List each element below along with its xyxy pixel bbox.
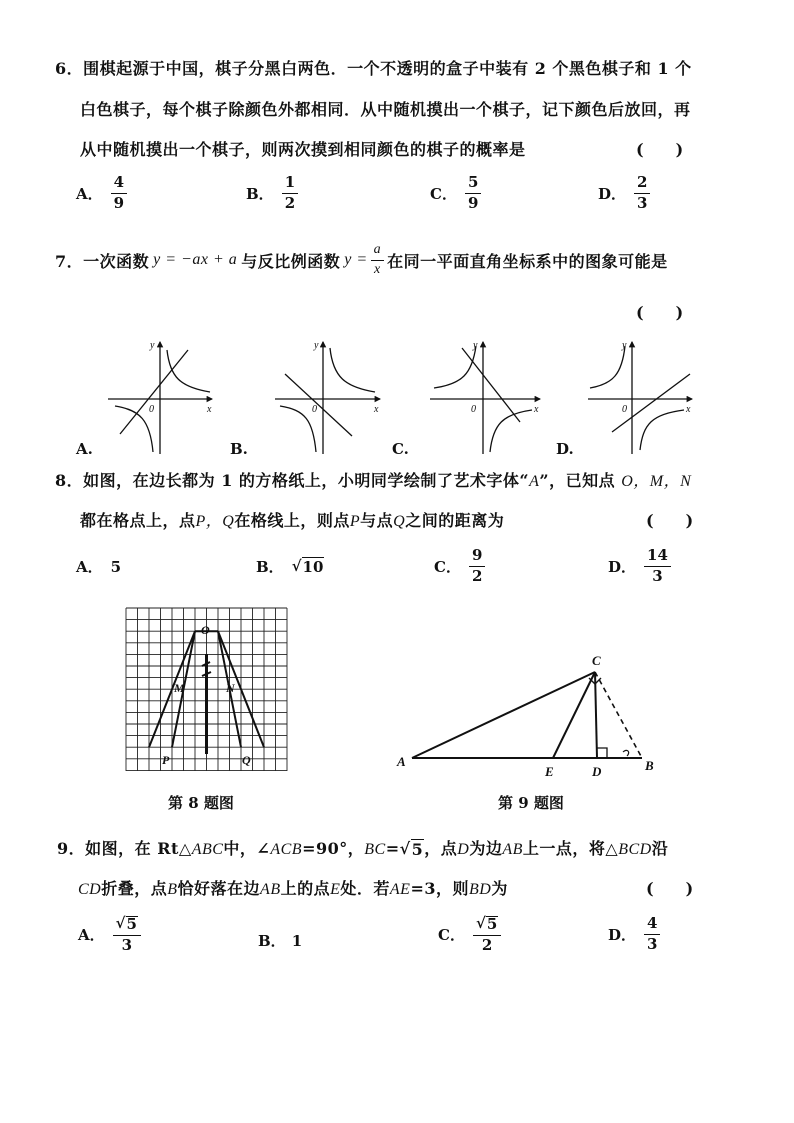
axis-y-label: y	[473, 340, 478, 351]
option-letter: D．	[608, 557, 637, 576]
q6-answer-paren: ( )	[636, 140, 684, 159]
fraction	[111, 175, 127, 212]
origin-label: 0	[622, 404, 627, 415]
graph-c[interactable]	[430, 342, 540, 454]
graph-b[interactable]	[275, 342, 380, 454]
denominator: 2	[471, 566, 483, 585]
text: B	[167, 881, 178, 898]
axis-x-label: x	[207, 404, 212, 415]
graph-a[interactable]	[108, 342, 212, 454]
option-letter: A．	[76, 558, 103, 576]
q7-mid: 与反比例函数	[241, 251, 341, 271]
text: P	[349, 513, 361, 530]
text: =90°，	[302, 839, 365, 858]
q8-option-d[interactable]	[608, 548, 671, 585]
text: 恰好落在边	[177, 879, 261, 898]
text: AB	[260, 881, 281, 898]
q9-line-1	[57, 836, 668, 859]
text: ACB	[270, 841, 303, 858]
text: 都在格点上，点	[80, 511, 196, 530]
point-q-label: Q	[242, 753, 251, 767]
denominator: 2	[284, 193, 296, 212]
option-letter: C．	[434, 557, 461, 576]
radicand: 5	[126, 915, 137, 933]
text: 处．若	[340, 879, 390, 898]
text: ”，已知点	[539, 471, 616, 490]
origin-label: 0	[312, 404, 317, 415]
option-letter: A．	[76, 184, 103, 203]
option-letter: B．	[258, 932, 286, 950]
option-letter: B．	[246, 184, 274, 203]
q8-line-2	[80, 508, 504, 531]
option-letter: A．	[78, 926, 105, 945]
point-n-label: N	[226, 681, 235, 695]
text: ABC	[191, 841, 224, 858]
q9-figure	[395, 650, 675, 780]
text: BCD	[618, 841, 652, 858]
point-a-label: A	[397, 754, 406, 769]
denominator: 3	[652, 566, 663, 585]
q8-figure-caption: 第 8 题图	[168, 794, 234, 812]
text: 在格线上，则点	[234, 511, 350, 530]
fraction	[644, 548, 671, 585]
q7-prefix: 7．一次函数	[55, 251, 150, 271]
axis-x-label: x	[534, 404, 539, 415]
q8-answer-paren: ( )	[646, 511, 694, 530]
numerator: 14	[644, 548, 671, 567]
graph-label-d: D.	[556, 440, 574, 458]
graph-label-a: A.	[76, 440, 93, 458]
text: A	[529, 473, 540, 490]
denominator: 2	[481, 935, 493, 954]
text: 9．如图，在 Rt△	[57, 839, 192, 858]
text: E	[330, 881, 341, 898]
numerator: 4	[111, 175, 127, 194]
q7-reciprocal-lhs: y =	[344, 251, 368, 269]
axis-y-label: y	[314, 340, 319, 351]
q7-linear-function: y = −ax + a	[153, 251, 238, 269]
q6-option-b[interactable]	[246, 175, 298, 212]
fraction	[113, 916, 141, 954]
q8-figure	[122, 604, 302, 779]
axis-y-label: y	[622, 340, 627, 351]
numerator: 4	[644, 916, 660, 935]
q6-option-d[interactable]	[598, 175, 650, 212]
option-letter: C．	[438, 926, 465, 945]
text: 为边	[469, 839, 503, 858]
option-letter: D．	[608, 925, 637, 944]
point-m-label: M	[174, 681, 185, 695]
q9-figure-caption: 第 9 题图	[498, 794, 564, 812]
fraction	[282, 175, 298, 212]
denominator: x	[374, 261, 381, 277]
numerator	[113, 916, 141, 936]
denominator: 3	[647, 934, 658, 953]
origin-label: 0	[149, 404, 154, 415]
q9-answer-paren: ( )	[646, 879, 694, 898]
fraction	[644, 916, 660, 953]
point-b-label: B	[645, 758, 654, 773]
axis-x-label: x	[686, 404, 691, 415]
text: 之间的距离为	[405, 511, 505, 530]
fraction	[473, 916, 501, 954]
numerator: 5	[465, 175, 481, 194]
q8-option-a[interactable]	[76, 556, 121, 577]
axis-y-label: y	[150, 340, 155, 351]
point-c-label: C	[592, 653, 601, 668]
text: 8．如图，在边长都为 1 的方格纸上，小明同学绘制了艺术字体“	[55, 471, 530, 490]
q6-option-a[interactable]	[76, 175, 127, 212]
fraction	[634, 175, 650, 212]
square-root: √ 5	[115, 914, 137, 933]
q6-option-c[interactable]	[430, 175, 481, 212]
text: BC	[364, 841, 386, 858]
square-root: √ 10	[291, 557, 324, 576]
text: CD	[78, 881, 102, 898]
q8-line-1	[55, 468, 691, 491]
q6-line-2: 白色棋子，每个棋子除颜色外都相同．从中随机摸出一个棋子，记下颜色后放回，再	[80, 100, 691, 119]
text: ，点	[424, 839, 458, 858]
graph-label-b: B.	[230, 440, 248, 458]
point-o-label: O	[201, 623, 210, 637]
point-e-label: E	[545, 764, 554, 779]
q9-option-a[interactable]	[78, 916, 141, 954]
text: AB	[502, 841, 523, 858]
text: O，M，N	[621, 473, 692, 490]
q9-option-d[interactable]	[608, 916, 660, 953]
radicand: 5	[486, 915, 498, 933]
text: 上的点	[280, 879, 331, 898]
origin-label: 0	[471, 404, 476, 415]
denominator: 3	[637, 193, 648, 212]
text: =	[385, 839, 400, 858]
option-value: 1	[291, 931, 303, 950]
fraction	[465, 175, 481, 212]
q6-line-3: 从中随机摸出一个棋子，则两次摸到相同颜色的棋子的概率是	[80, 140, 526, 159]
q8-option-c[interactable]	[434, 548, 485, 585]
text: =3，则	[410, 879, 469, 898]
q7-answer-paren: ( )	[636, 303, 684, 322]
text: 沿	[651, 839, 669, 858]
text: 中，∠	[223, 839, 271, 858]
q6-line-1: 6．围棋起源于中国，棋子分黑白两色．一个不透明的盒子中装有 2 个黑色棋子和 1 个	[55, 59, 692, 78]
numerator: a	[371, 243, 385, 261]
square-root: √ 5	[399, 839, 424, 859]
point-p-label: P	[162, 753, 170, 767]
numerator: 9	[469, 548, 485, 567]
radicand: 10	[302, 558, 324, 576]
q7-suffix: 在同一平面直角坐标系中的图象可能是	[387, 251, 668, 271]
q9-option-c[interactable]	[438, 916, 501, 954]
numerator: 2	[634, 175, 650, 194]
text: Q	[393, 513, 406, 530]
denominator: 9	[467, 193, 479, 212]
q8-option-b[interactable]	[256, 556, 324, 577]
point-d-label: D	[592, 764, 602, 779]
text: 为	[491, 879, 508, 898]
text: AE	[389, 881, 411, 898]
graph-d[interactable]	[588, 342, 692, 454]
radicand: 5	[411, 840, 424, 859]
denominator: 3	[121, 935, 132, 954]
numerator: 1	[282, 175, 298, 194]
text: 折叠，点	[101, 879, 168, 898]
text: 上一点，将△	[522, 839, 619, 858]
option-value: 5	[110, 557, 122, 576]
square-root: √ 5	[475, 914, 498, 933]
q7-line	[55, 243, 668, 277]
option-letter: D．	[598, 184, 627, 203]
axis-x-label: x	[374, 404, 379, 415]
graph-label-c: C.	[392, 440, 409, 458]
text: 与点	[360, 511, 394, 530]
denominator: 9	[113, 193, 125, 212]
q7-reciprocal-fraction	[371, 243, 385, 277]
text: P，Q	[195, 513, 235, 530]
numerator	[473, 916, 501, 936]
text: D	[457, 841, 470, 858]
option-letter: C．	[430, 184, 457, 203]
q9-line-2	[78, 876, 508, 899]
q9-option-b[interactable]	[258, 930, 302, 951]
option-letter: B．	[256, 558, 284, 576]
fraction	[469, 548, 485, 585]
text: BD	[469, 881, 492, 898]
